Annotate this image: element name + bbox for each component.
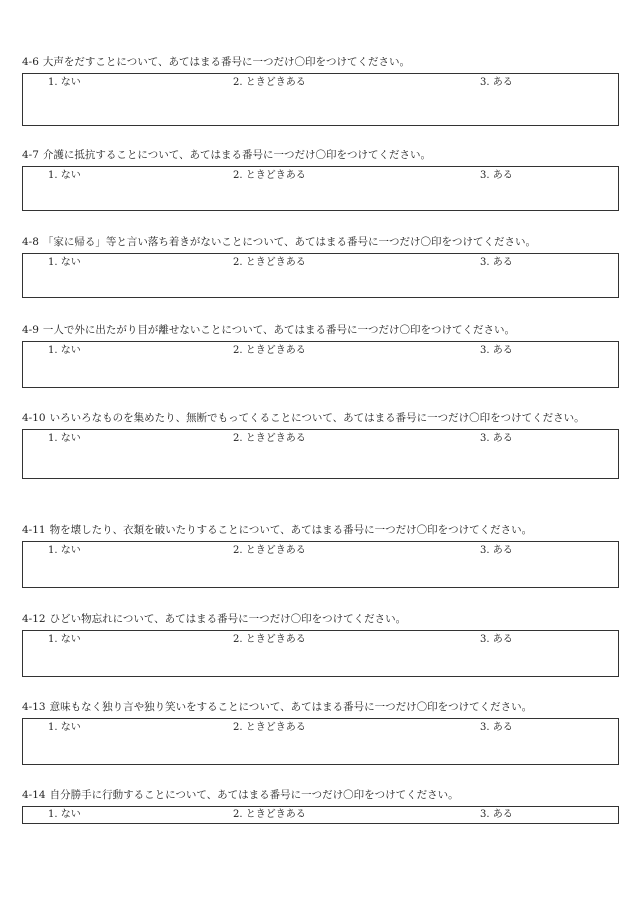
option-3-yes[interactable]: 3. ある [480,77,513,88]
question-4-9 [22,321,619,388]
answer-box [22,429,619,479]
question-number: 4-8 [22,236,39,248]
option-2-sometimes[interactable]: 2. ときどきある [233,722,306,733]
option-3-yes[interactable]: 3. ある [480,634,513,645]
option-3-yes[interactable]: 3. ある [480,809,513,820]
question-label: 大声をだすことについて、あてはまる番号に一つだけ〇印をつけてください。 [42,56,411,68]
option-3-yes[interactable]: 3. ある [480,722,513,733]
question-label: ひどい物忘れについて、あてはまる番号に一つだけ〇印をつけてください。 [49,613,407,625]
question-text [22,698,619,716]
question-label: 介護に抵抗することについて、あてはまる番号に一つだけ〇印をつけてください。 [42,149,432,161]
question-4-7 [22,146,619,211]
question-number: 4-9 [22,324,39,336]
question-4-14 [22,786,619,824]
question-text [22,521,619,539]
option-3-yes[interactable]: 3. ある [480,433,513,444]
question-number: 4-11 [22,524,46,536]
option-1-none[interactable]: 1. ない [48,634,81,645]
option-3-yes[interactable]: 3. ある [480,170,513,181]
option-2-sometimes[interactable]: 2. ときどきある [233,433,306,444]
question-4-12 [22,610,619,677]
question-text [22,233,619,251]
question-text [22,409,619,427]
question-4-6 [22,53,619,126]
option-2-sometimes[interactable]: 2. ときどきある [233,345,306,356]
option-2-sometimes[interactable]: 2. ときどきある [233,545,306,556]
question-4-11 [22,521,619,588]
question-number: 4-6 [22,56,39,68]
answer-box [22,630,619,677]
option-3-yes[interactable]: 3. ある [480,257,513,268]
answer-box [22,341,619,388]
question-text [22,146,619,164]
question-text [22,321,619,339]
option-2-sometimes[interactable]: 2. ときどきある [233,257,306,268]
answer-box [22,166,619,211]
question-text [22,786,619,804]
question-label: いろいろなものを集めたり、無断でもってくることについて、あてはまる番号に一つだけ〇印をつけてください。 [49,412,585,424]
question-label: 物を壊したり、衣類を破いたりすることについて、あてはまる番号に一つだけ〇印をつけてください。 [49,524,533,536]
option-1-none[interactable]: 1. ない [48,345,81,356]
option-1-none[interactable]: 1. ない [48,809,81,820]
answer-box [22,806,619,824]
option-1-none[interactable]: 1. ない [48,433,81,444]
option-1-none[interactable]: 1. ない [48,257,81,268]
question-4-13 [22,698,619,765]
answer-box [22,73,619,126]
question-4-10 [22,409,619,479]
question-label: 自分勝手に行動することについて、あてはまる番号に一つだけ〇印をつけてください。 [49,789,459,801]
option-2-sometimes[interactable]: 2. ときどきある [233,809,306,820]
option-1-none[interactable]: 1. ない [48,545,81,556]
option-2-sometimes[interactable]: 2. ときどきある [233,77,306,88]
question-label: 「家に帰る」等と言い落ち着きがないことについて、あてはまる番号に一つだけ〇印をつけてください。 [42,236,536,248]
option-2-sometimes[interactable]: 2. ときどきある [233,634,306,645]
option-1-none[interactable]: 1. ない [48,77,81,88]
question-number: 4-12 [22,613,46,625]
option-3-yes[interactable]: 3. ある [480,545,513,556]
question-number: 4-13 [22,701,46,713]
question-text [22,610,619,628]
option-1-none[interactable]: 1. ない [48,170,81,181]
option-3-yes[interactable]: 3. ある [480,345,513,356]
answer-box [22,718,619,765]
question-number: 4-14 [22,789,46,801]
option-1-none[interactable]: 1. ない [48,722,81,733]
question-number: 4-7 [22,149,39,161]
question-text [22,53,619,71]
answer-box [22,253,619,298]
question-4-8 [22,233,619,298]
question-number: 4-10 [22,412,46,424]
option-2-sometimes[interactable]: 2. ときどきある [233,170,306,181]
answer-box [22,541,619,588]
question-label: 一人で外に出たがり目が離せないことについて、あてはまる番号に一つだけ〇印をつけてください。 [42,324,515,336]
question-label: 意味もなく独り言や独り笑いをすることについて、あてはまる番号に一つだけ〇印をつけてください。 [49,701,533,713]
